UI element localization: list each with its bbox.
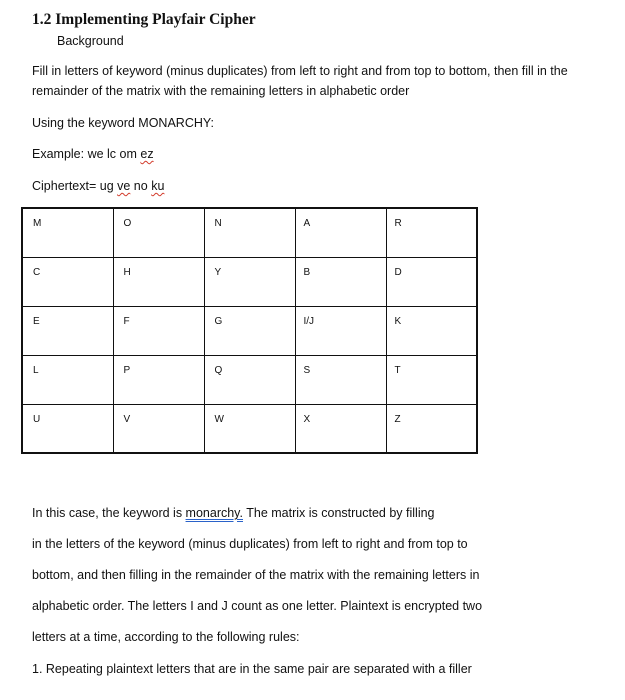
matrix-letter: X: [303, 413, 311, 425]
flagged-word: ve: [117, 179, 131, 193]
flagged-word: ku: [151, 179, 165, 193]
matrix-cell: [204, 355, 295, 404]
matrix-cell: [22, 306, 113, 355]
matrix-letter: G: [214, 315, 223, 327]
matrix-letter: N: [214, 218, 222, 229]
matrix-letter: Y: [214, 266, 222, 278]
matrix-cell: [22, 208, 113, 257]
matrix-row: [22, 208, 477, 257]
matrix-cell: [295, 306, 386, 355]
example-prefix: Example: we lc om: [32, 147, 141, 161]
matrix-cell: [113, 257, 204, 306]
explanation-rest: The matrix is constructed by filling: [243, 506, 435, 520]
matrix-cell: [113, 404, 204, 453]
matrix-row: [22, 257, 477, 306]
matrix-cell: [295, 404, 386, 453]
explanation-line-3: bottom, and then filling in the remainder of the matrix with the remaining letters in: [32, 568, 480, 582]
section-subheading: Background: [57, 34, 124, 48]
matrix-letter: D: [394, 266, 402, 278]
matrix-letter: R: [394, 218, 402, 229]
matrix-cell: [204, 208, 295, 257]
matrix-cell: [113, 306, 204, 355]
matrix-cell: [22, 404, 113, 453]
matrix-letter: U: [33, 413, 41, 425]
matrix-letter: M: [33, 218, 42, 229]
example-line: [32, 147, 154, 161]
matrix-row: [22, 355, 477, 404]
matrix-cell: [386, 355, 477, 404]
rule-1: 1. Repeating plaintext letters that are in the same pair are separated with a filler: [32, 662, 472, 676]
matrix-cell: [204, 257, 295, 306]
intro-paragraph: Fill in letters of keyword (minus duplicates) from left to right and from top to bottom, then fill in the remainder of the matrix with the remaining letters in alphabetic order: [32, 64, 568, 98]
matrix-cell: [204, 306, 295, 355]
flagged-word: ez: [140, 147, 154, 161]
matrix-letter: Z: [394, 413, 401, 425]
matrix-letter: O: [123, 218, 132, 229]
matrix-letter: A: [303, 218, 311, 229]
matrix-letter: T: [394, 364, 401, 376]
matrix-letter: W: [214, 413, 224, 425]
matrix-letter: Q: [214, 364, 223, 376]
explanation-line-2: in the letters of the keyword (minus duplicates) from left to right and from top to: [32, 537, 468, 551]
keyword-line: Using the keyword MONARCHY:: [32, 116, 215, 130]
matrix-cell: [204, 404, 295, 453]
matrix-letter: H: [123, 266, 131, 278]
ciphertext-line: [32, 179, 164, 193]
matrix-letter: V: [123, 413, 131, 425]
matrix-cell: [386, 208, 477, 257]
explanation-line-4: alphabetic order. The letters I and J count as one letter. Plaintext is encrypted two: [32, 599, 483, 613]
matrix-cell: [295, 208, 386, 257]
matrix-cell: [386, 404, 477, 453]
explanation-prefix: In this case, the keyword is: [32, 506, 186, 520]
matrix-letter: C: [33, 266, 41, 278]
matrix-cell: [22, 355, 113, 404]
ciphertext-prefix: Ciphertext= ug: [32, 179, 118, 193]
keyword-period: .: [239, 506, 243, 520]
matrix-cell: [386, 306, 477, 355]
matrix-row: [22, 306, 477, 355]
matrix-letter: S: [303, 364, 311, 376]
matrix-letter: K: [394, 315, 402, 327]
playfair-matrix: [21, 207, 478, 454]
matrix-cell: [113, 355, 204, 404]
matrix-cell: [22, 257, 113, 306]
ciphertext-gap: no: [130, 179, 152, 193]
matrix-cell: [386, 257, 477, 306]
keyword-text: [186, 506, 243, 520]
explanation-line-1: [32, 506, 435, 520]
matrix-letter: B: [303, 266, 311, 278]
keyword-word: monarchy: [185, 506, 240, 520]
matrix-cell: [295, 355, 386, 404]
section-heading: 1.2 Implementing Playfair Cipher: [32, 11, 256, 28]
matrix-letter: L: [33, 364, 39, 376]
matrix-letter: E: [33, 315, 40, 327]
matrix-letter: P: [123, 364, 131, 376]
matrix-row: [22, 404, 477, 453]
explanation-line-5: letters at a time, according to the following rules:: [32, 630, 300, 644]
matrix-letter: I/J: [303, 315, 315, 327]
matrix-cell: [295, 257, 386, 306]
matrix-cell: [113, 208, 204, 257]
matrix-letter: F: [123, 315, 130, 327]
